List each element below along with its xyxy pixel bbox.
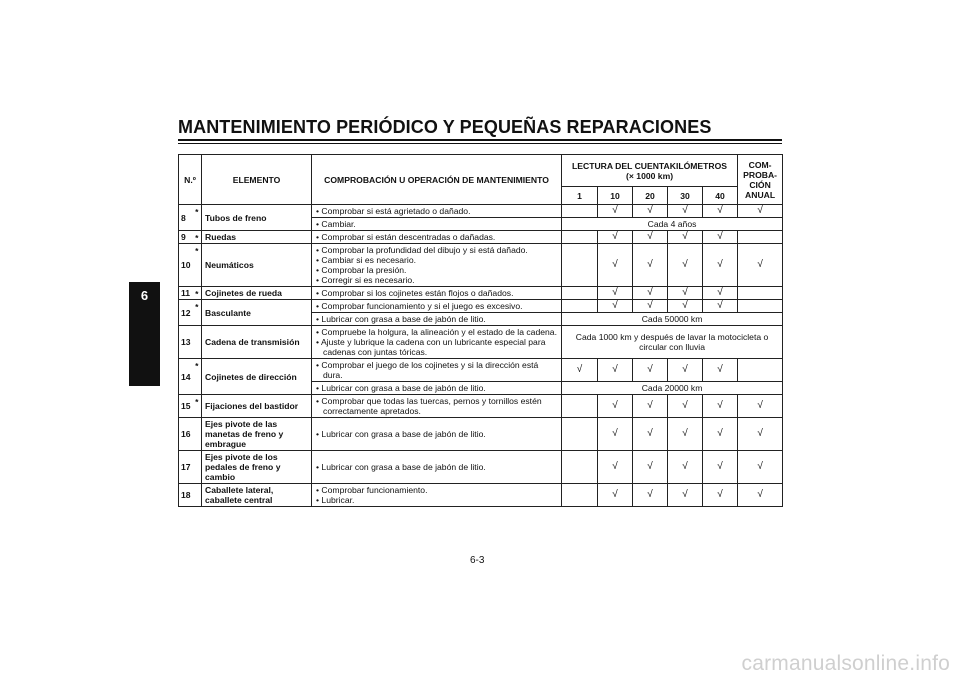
- check-mark-icon: √: [612, 231, 618, 242]
- check-cell: [562, 395, 598, 418]
- check-cell: [562, 418, 598, 451]
- check-cell: [633, 287, 668, 300]
- check-cell: [633, 205, 668, 218]
- check-cell: [703, 205, 738, 218]
- row-operation: [312, 395, 562, 418]
- table-row: [179, 451, 783, 484]
- check-mark-icon: √: [717, 287, 723, 298]
- row-operation: [312, 205, 562, 218]
- row-operation: [312, 313, 562, 326]
- check-cell: [738, 244, 783, 287]
- check-mark-icon: √: [682, 300, 688, 311]
- row-item: Ruedas: [202, 231, 312, 244]
- check-cell: [703, 231, 738, 244]
- operation-line: • Comprobar que todas las tuercas, pernos y tornillos estén correctamente apretados.: [316, 396, 558, 416]
- row-number: 9: [179, 231, 193, 244]
- operation-line: • Cambiar si es necesario.: [316, 255, 558, 265]
- row-operation: [312, 451, 562, 484]
- check-mark-icon: √: [682, 461, 688, 472]
- interval-text: Cada 20000 km: [562, 382, 783, 395]
- check-cell: [738, 287, 783, 300]
- operation-line: • Cambiar.: [316, 219, 558, 229]
- row-asterisk: [193, 418, 202, 451]
- check-mark-icon: √: [647, 428, 653, 439]
- check-mark-icon: √: [647, 205, 653, 216]
- row-item: Cojinetes de rueda: [202, 287, 312, 300]
- header-km-20: 20: [633, 187, 668, 205]
- row-item: Cadena de transmisión: [202, 326, 312, 359]
- table-row: [179, 484, 783, 507]
- operation-line: • Comprobar funcionamiento.: [316, 485, 558, 495]
- check-cell: [598, 231, 633, 244]
- check-mark-icon: √: [717, 205, 723, 216]
- check-mark-icon: √: [647, 400, 653, 411]
- check-cell: [598, 484, 633, 507]
- operation-line: • Comprobar la profundidad del dibujo y si está dañado.: [316, 245, 558, 255]
- check-cell: [668, 451, 703, 484]
- header-annual: [738, 155, 783, 205]
- row-operation: [312, 359, 562, 382]
- operation-line: • Lubricar.: [316, 495, 558, 505]
- row-item: Ejes pivote de las manetas de freno y embrague: [202, 418, 312, 451]
- check-mark-icon: √: [757, 400, 763, 411]
- title-rule-thin: [178, 143, 782, 144]
- row-number: 11: [179, 287, 193, 300]
- check-cell: [738, 205, 783, 218]
- table-row: [179, 244, 783, 287]
- table-row: [179, 205, 783, 218]
- operation-line: • Comprobar la presión.: [316, 265, 558, 275]
- operation-line: • Compruebe la holgura, la alineación y el estado de la cadena.: [316, 327, 558, 337]
- check-cell: [668, 205, 703, 218]
- row-number: 15: [179, 395, 193, 418]
- check-mark-icon: √: [647, 231, 653, 242]
- check-cell: [703, 451, 738, 484]
- row-item: Tubos de freno: [202, 205, 312, 231]
- check-cell: [562, 287, 598, 300]
- check-cell: [738, 484, 783, 507]
- check-cell: [738, 451, 783, 484]
- header-odometer-line1: LECTURA DEL CUENTAKILÓMETROS: [572, 160, 728, 171]
- check-cell: [598, 395, 633, 418]
- row-number: 18: [179, 484, 193, 507]
- row-item: Fijaciones del bastidor: [202, 395, 312, 418]
- check-mark-icon: √: [647, 461, 653, 472]
- check-cell: [562, 205, 598, 218]
- table-row: [179, 300, 783, 313]
- header-km-10: 10: [598, 187, 633, 205]
- row-number: 10: [179, 244, 193, 287]
- row-item: Ejes pivote de los pedales de freno y cambio: [202, 451, 312, 484]
- table-row: [179, 418, 783, 451]
- row-asterisk: *: [193, 205, 202, 231]
- row-number: 17: [179, 451, 193, 484]
- maintenance-table: [178, 154, 783, 507]
- check-cell: [703, 418, 738, 451]
- operation-line: • Corregir si es necesario.: [316, 275, 558, 285]
- row-number: 12: [179, 300, 193, 326]
- header-num: N.º: [179, 155, 202, 205]
- check-cell: [703, 484, 738, 507]
- check-cell: [562, 451, 598, 484]
- check-mark-icon: √: [612, 428, 618, 439]
- check-mark-icon: √: [682, 400, 688, 411]
- page-title: MANTENIMIENTO PERIÓDICO Y PEQUEÑAS REPARACIONES: [178, 117, 712, 137]
- operation-line: • Comprobar si está agrietado o dañado.: [316, 206, 558, 216]
- header-annual-text: COM- PROBA- CIÓN ANUAL: [743, 159, 778, 200]
- operation-line: • Comprobar funcionamiento y si el juego es excesivo.: [316, 301, 558, 311]
- check-mark-icon: √: [757, 259, 763, 270]
- table-row: [179, 231, 783, 244]
- check-mark-icon: √: [612, 205, 618, 216]
- row-item: Neumáticos: [202, 244, 312, 287]
- operation-line: • Comprobar si están descentradas o dañadas.: [316, 232, 558, 242]
- header-km-30: 30: [668, 187, 703, 205]
- row-operation: [312, 326, 562, 359]
- check-mark-icon: √: [682, 364, 688, 375]
- check-cell: [738, 395, 783, 418]
- row-asterisk: *: [193, 359, 202, 395]
- check-cell: [668, 395, 703, 418]
- row-operation: [312, 218, 562, 231]
- row-operation: [312, 484, 562, 507]
- row-asterisk: *: [193, 287, 202, 300]
- check-mark-icon: √: [717, 428, 723, 439]
- check-mark-icon: √: [682, 489, 688, 500]
- operation-line: • Comprobar si los cojinetes están flojos o dañados.: [316, 288, 558, 298]
- check-cell: [633, 395, 668, 418]
- header-item: ELEMENTO: [202, 155, 312, 205]
- check-cell: [598, 205, 633, 218]
- check-mark-icon: √: [682, 259, 688, 270]
- row-number: 8: [179, 205, 193, 231]
- check-cell: [703, 359, 738, 382]
- table-row: [179, 395, 783, 418]
- check-cell: [703, 395, 738, 418]
- row-number: 14: [179, 359, 193, 395]
- header-km-1: 1: [562, 187, 598, 205]
- check-mark-icon: √: [612, 259, 618, 270]
- interval-text: Cada 50000 km: [562, 313, 783, 326]
- row-item: Caballete lateral, caballete central: [202, 484, 312, 507]
- interval-text: Cada 1000 km y después de lavar la motocicleta o circular con lluvia: [562, 326, 783, 359]
- check-cell: [598, 244, 633, 287]
- table-row: [179, 287, 783, 300]
- check-mark-icon: √: [757, 205, 763, 216]
- check-mark-icon: √: [682, 428, 688, 439]
- check-cell: [703, 300, 738, 313]
- check-mark-icon: √: [647, 364, 653, 375]
- check-mark-icon: √: [757, 489, 763, 500]
- check-cell: [738, 418, 783, 451]
- page-number: 6-3: [470, 555, 485, 566]
- row-operation: [312, 418, 562, 451]
- operation-line: • Ajuste y lubrique la cadena con un lubricante especial para cadenas con juntas tóricas.: [316, 337, 558, 357]
- row-operation: [312, 231, 562, 244]
- row-number: 16: [179, 418, 193, 451]
- check-mark-icon: √: [717, 461, 723, 472]
- check-cell: [668, 231, 703, 244]
- check-mark-icon: √: [717, 300, 723, 311]
- check-mark-icon: √: [647, 489, 653, 500]
- check-cell: [668, 359, 703, 382]
- row-operation: [312, 300, 562, 313]
- check-mark-icon: √: [682, 231, 688, 242]
- row-item: Basculante: [202, 300, 312, 326]
- watermark: carmanualsonline.info: [741, 652, 950, 675]
- check-mark-icon: √: [717, 489, 723, 500]
- section-tab: 6: [129, 282, 160, 386]
- check-cell: [562, 359, 598, 382]
- check-cell: [738, 300, 783, 313]
- check-mark-icon: √: [647, 300, 653, 311]
- title-rule: [178, 139, 782, 141]
- interval-text: Cada 4 años: [562, 218, 783, 231]
- operation-line: • Lubricar con grasa a base de jabón de litio.: [316, 429, 558, 439]
- check-mark-icon: √: [682, 205, 688, 216]
- row-asterisk: *: [193, 395, 202, 418]
- check-mark-icon: √: [647, 259, 653, 270]
- check-cell: [562, 484, 598, 507]
- check-cell: [598, 418, 633, 451]
- operation-line: • Lubricar con grasa a base de jabón de litio.: [316, 462, 558, 472]
- check-cell: [738, 359, 783, 382]
- header-check: COMPROBACIÓN U OPERACIÓN DE MANTENIMIENTO: [312, 155, 562, 205]
- check-cell: [668, 244, 703, 287]
- row-asterisk: [193, 451, 202, 484]
- check-mark-icon: √: [612, 400, 618, 411]
- check-mark-icon: √: [717, 364, 723, 375]
- check-mark-icon: √: [612, 461, 618, 472]
- header-odometer: [562, 155, 738, 187]
- check-mark-icon: √: [612, 300, 618, 311]
- row-item: Cojinetes de dirección: [202, 359, 312, 395]
- row-asterisk: *: [193, 300, 202, 326]
- check-cell: [562, 244, 598, 287]
- check-mark-icon: √: [612, 489, 618, 500]
- header-km-40: 40: [703, 187, 738, 205]
- row-operation: [312, 382, 562, 395]
- check-mark-icon: √: [612, 364, 618, 375]
- row-asterisk: [193, 326, 202, 359]
- check-cell: [668, 287, 703, 300]
- check-mark-icon: √: [717, 231, 723, 242]
- table-row: [179, 359, 783, 382]
- check-cell: [598, 359, 633, 382]
- check-mark-icon: √: [757, 461, 763, 472]
- operation-line: • Lubricar con grasa a base de jabón de litio.: [316, 314, 558, 324]
- check-mark-icon: √: [717, 400, 723, 411]
- row-asterisk: *: [193, 231, 202, 244]
- row-operation: [312, 287, 562, 300]
- row-asterisk: [193, 484, 202, 507]
- check-cell: [633, 359, 668, 382]
- check-cell: [562, 231, 598, 244]
- operation-line: • Comprobar el juego de los cojinetes y si la dirección está dura.: [316, 360, 558, 380]
- check-cell: [633, 231, 668, 244]
- operation-line: • Lubricar con grasa a base de jabón de litio.: [316, 383, 558, 393]
- check-mark-icon: √: [682, 287, 688, 298]
- check-cell: [668, 300, 703, 313]
- check-cell: [598, 451, 633, 484]
- check-cell: [633, 300, 668, 313]
- header-odometer-line2: (× 1000 km): [626, 170, 674, 181]
- row-number: 13: [179, 326, 193, 359]
- check-mark-icon: √: [717, 259, 723, 270]
- row-asterisk: *: [193, 244, 202, 287]
- check-mark-icon: √: [576, 364, 583, 375]
- check-cell: [668, 418, 703, 451]
- check-cell: [633, 418, 668, 451]
- row-operation: [312, 244, 562, 287]
- table-row: [179, 326, 783, 359]
- check-cell: [703, 287, 738, 300]
- check-mark-icon: √: [647, 287, 653, 298]
- check-mark-icon: √: [612, 287, 618, 298]
- check-cell: [598, 287, 633, 300]
- check-cell: [738, 231, 783, 244]
- check-cell: [633, 484, 668, 507]
- check-cell: [598, 300, 633, 313]
- check-cell: [668, 484, 703, 507]
- check-cell: [562, 300, 598, 313]
- check-mark-icon: √: [757, 428, 763, 439]
- check-cell: [633, 451, 668, 484]
- check-cell: [633, 244, 668, 287]
- check-cell: [703, 244, 738, 287]
